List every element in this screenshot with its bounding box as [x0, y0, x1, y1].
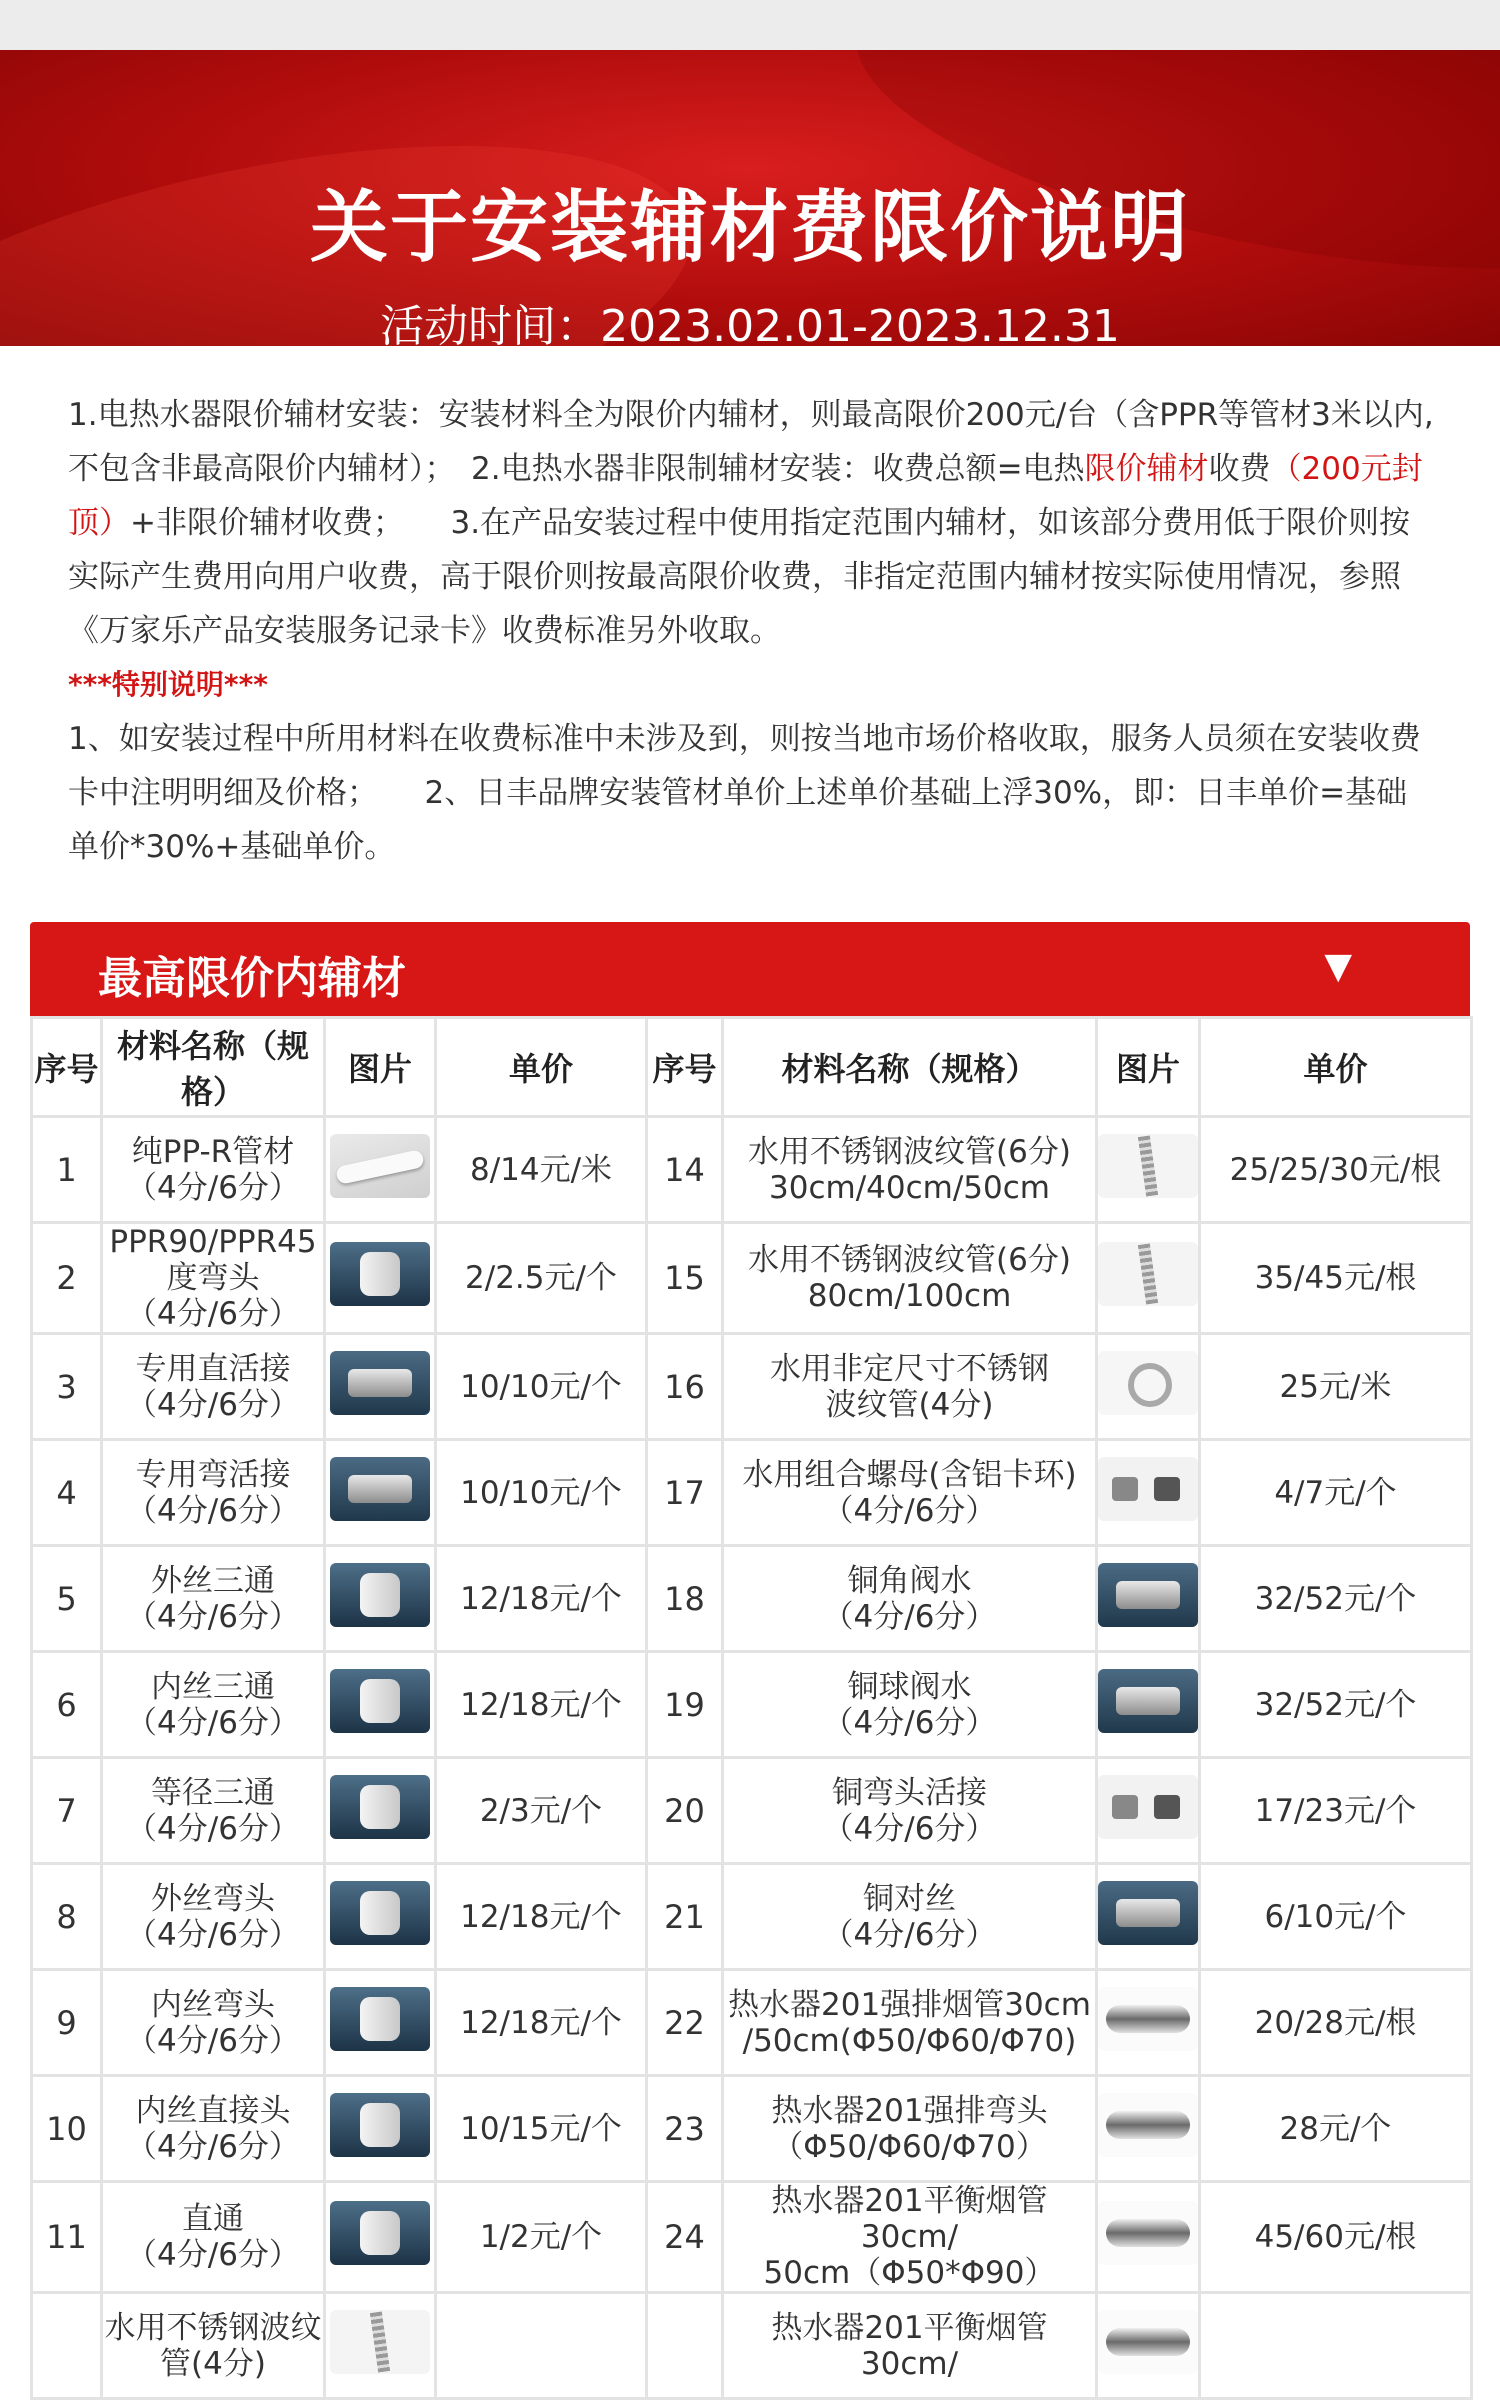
- materials-price-table: [30, 1016, 1473, 2400]
- material-name-cell: [723, 1546, 1097, 1652]
- material-spec: /50cm(Φ50/Φ60/Φ70): [742, 2022, 1077, 2059]
- fit-icon: [330, 1242, 430, 1306]
- row-number: 15: [647, 1223, 723, 1334]
- material-spec: （4分/6分）: [126, 1386, 300, 1423]
- material-name-cell: [102, 2182, 325, 2293]
- table-row: [32, 2076, 1472, 2182]
- table-row: [32, 1652, 1472, 1758]
- note-text: 收费: [1208, 451, 1271, 487]
- table-header-row: [32, 1018, 1472, 1117]
- flue-icon: [1098, 2310, 1198, 2374]
- material-name: 热水器201强排烟管30cm: [728, 1986, 1091, 2023]
- unit-price: 1/2元/个: [436, 2182, 647, 2293]
- material-name: 水用不锈钢波纹管(6分): [748, 1242, 1071, 1278]
- table-row: [32, 1334, 1472, 1440]
- row-number: 18: [647, 1546, 723, 1652]
- material-name-cell: [723, 1652, 1097, 1758]
- row-number: 2: [32, 1223, 102, 1334]
- top-bar: [0, 0, 1500, 50]
- row-number: 8: [32, 1864, 102, 1970]
- material-spec: 50cm（Φ50*Φ90）: [763, 2255, 1056, 2291]
- material-image-cell: [325, 1758, 436, 1864]
- unit-price: 12/18元/个: [436, 1864, 647, 1970]
- unit-price: 12/18元/个: [436, 1652, 647, 1758]
- unit-price: 10/10元/个: [436, 1334, 647, 1440]
- nut-icon: [1098, 1775, 1198, 1839]
- material-spec: （4分/6分）: [822, 1810, 997, 1847]
- material-name-cell: [723, 1970, 1097, 2076]
- material-name-cell: [102, 1334, 325, 1440]
- material-spec: （4分/6分）: [822, 1598, 997, 1635]
- material-spec: （4分/6分）: [126, 2237, 300, 2273]
- material-image-cell: [325, 2293, 436, 2399]
- row-number: 6: [32, 1652, 102, 1758]
- unit-price: 2/2.5元/个: [436, 1223, 647, 1334]
- material-spec: （4分/6分）: [126, 1296, 300, 1332]
- material-image-cell: [1097, 1970, 1200, 2076]
- material-image-cell: [1097, 2076, 1200, 2182]
- material-spec: （4分/6分）: [822, 1916, 997, 1953]
- material-spec: 80cm/100cm: [807, 1278, 1012, 1314]
- metal-icon: [1098, 1881, 1198, 1945]
- row-number: 20: [647, 1758, 723, 1864]
- table-row: [32, 1864, 1472, 1970]
- material-image-cell: [325, 2076, 436, 2182]
- material-spec: （4分/6分）: [126, 1492, 300, 1529]
- row-number: 3: [32, 1334, 102, 1440]
- row-number: 21: [647, 1864, 723, 1970]
- note-highlight: 限价辅材: [1084, 451, 1209, 487]
- special-notice-label: ***特别说明***: [68, 668, 268, 701]
- row-number: 11: [32, 2182, 102, 2293]
- material-spec: （4分/6分）: [126, 1810, 300, 1847]
- metal-icon: [330, 1457, 430, 1521]
- row-number: 1: [32, 1117, 102, 1223]
- material-name: 外丝三通: [151, 1562, 275, 1599]
- material-image-cell: [1097, 1334, 1200, 1440]
- nut-icon: [1098, 1457, 1198, 1521]
- activity-period: 活动时间：2023.02.01-2023.12.31: [380, 301, 1120, 346]
- row-number: 9: [32, 1970, 102, 2076]
- material-name: 内丝三通: [151, 1668, 275, 1705]
- material-image-cell: [1097, 1223, 1200, 1334]
- note-paragraph-2: 1、如安装过程中所用材料在收费标准中未涉及到，则按当地市场价格收取，服务人员须在安装收费卡中注明明细及价格； 2、日丰品牌安装管材单价上述单价基础上浮30%，即：日丰单价=基础单价*30%+基础单价。: [68, 721, 1421, 865]
- unit-price: 6/10元/个: [1200, 1864, 1472, 1970]
- material-image-cell: [1097, 1440, 1200, 1546]
- row-number: [647, 2293, 723, 2399]
- column-header: 序号: [647, 1018, 723, 1117]
- table-row: [32, 1546, 1472, 1652]
- material-name-cell: [723, 1223, 1097, 1334]
- notes-section: [0, 346, 1500, 874]
- row-number: 22: [647, 1970, 723, 2076]
- material-name: 水用不锈钢波纹管(6分): [748, 1133, 1071, 1170]
- unit-price: 35/45元/根: [1200, 1223, 1472, 1334]
- material-name-cell: [723, 1334, 1097, 1440]
- pipe-icon: [330, 1134, 430, 1198]
- unit-price: 32/52元/个: [1200, 1546, 1472, 1652]
- material-name-cell: [102, 1546, 325, 1652]
- material-name-cell: [102, 1970, 325, 2076]
- metal-icon: [330, 1351, 430, 1415]
- material-image-cell: [1097, 2293, 1200, 2399]
- column-header: 序号: [32, 1018, 102, 1117]
- material-spec: （4分/6分）: [126, 2022, 300, 2059]
- note-text: +非限价辅材收费； 3.在产品安装过程中使用指定范围内辅材，如该部分费用低于限价则按实际产生费用向用户收费，高于限价则按最高限价收费，非指定范围内辅材按实际使用情况，参照《万家乐产品安装服务记录卡》收费标准另外收取。: [68, 505, 1411, 649]
- material-spec: （4分/6分）: [126, 1704, 300, 1741]
- ring-icon: [1098, 1351, 1198, 1415]
- table-row: [32, 1970, 1472, 2076]
- unit-price: 12/18元/个: [436, 1546, 647, 1652]
- material-name: 热水器201强排弯头: [771, 2092, 1048, 2129]
- material-image-cell: [1097, 1546, 1200, 1652]
- material-name: 铜弯头活接: [832, 1774, 987, 1811]
- material-image-cell: [325, 1546, 436, 1652]
- material-name: PPR90/PPR45度弯头: [109, 1224, 317, 1296]
- row-number: 5: [32, 1546, 102, 1652]
- metal-icon: [1098, 1563, 1198, 1627]
- material-name: 铜角阀水: [847, 1562, 972, 1599]
- material-name: 外丝弯头: [151, 1880, 275, 1917]
- material-spec: （4分/6分）: [126, 1169, 300, 1206]
- unit-price: 10/15元/个: [436, 2076, 647, 2182]
- unit-price: 28元/个: [1200, 2076, 1472, 2182]
- material-name-cell: [723, 1117, 1097, 1223]
- material-name: 铜对丝: [863, 1880, 956, 1917]
- material-name-cell: [723, 2293, 1097, 2399]
- unit-price: 25元/米: [1200, 1334, 1472, 1440]
- unit-price: 45/60元/根: [1200, 2182, 1472, 2293]
- material-name-cell: [102, 1758, 325, 1864]
- table-row: [32, 1758, 1472, 1864]
- material-image-cell: [325, 1334, 436, 1440]
- row-number: 10: [32, 2076, 102, 2182]
- material-spec: （Φ50/Φ60/Φ70）: [772, 2128, 1047, 2165]
- fit-icon: [330, 1563, 430, 1627]
- material-name-cell: [723, 2076, 1097, 2182]
- material-name: 内丝弯头: [151, 1986, 275, 2023]
- material-spec: 波纹管(4分): [825, 1386, 994, 1423]
- material-name: 纯PP-R管材: [131, 1133, 295, 1170]
- hose-icon: [1098, 1134, 1198, 1198]
- unit-price: [436, 2293, 647, 2399]
- material-name: 水用组合螺母(含铝卡环): [742, 1456, 1077, 1493]
- row-number: 16: [647, 1334, 723, 1440]
- material-image-cell: [1097, 1864, 1200, 1970]
- row-number: 23: [647, 2076, 723, 2182]
- fit-icon: [330, 2201, 430, 2265]
- material-spec: （4分/6分）: [126, 1916, 300, 1953]
- material-name: 等径三通: [151, 1774, 275, 1811]
- table-row: [32, 2182, 1472, 2293]
- material-name: 热水器201平衡烟管30cm/: [771, 2183, 1048, 2255]
- row-number: [32, 2293, 102, 2399]
- metal-icon: [1098, 1669, 1198, 1733]
- material-image-cell: [325, 1970, 436, 2076]
- material-name-cell: [102, 1864, 325, 1970]
- row-number: 14: [647, 1117, 723, 1223]
- material-name-cell: [102, 1117, 325, 1223]
- header-banner: [0, 50, 1500, 346]
- column-header: 材料名称（规格）: [723, 1018, 1097, 1117]
- unit-price: 17/23元/个: [1200, 1758, 1472, 1864]
- fit-icon: [330, 1987, 430, 2051]
- material-image-cell: [325, 1117, 436, 1223]
- unit-price: 4/7元/个: [1200, 1440, 1472, 1546]
- table-row: [32, 1440, 1472, 1546]
- material-name-cell: [723, 1440, 1097, 1546]
- material-spec: （4分/6分）: [822, 1704, 997, 1741]
- unit-price: 2/3元/个: [436, 1758, 647, 1864]
- chevron-down-icon[interactable]: ▼: [1324, 946, 1352, 987]
- column-header: 单价: [1200, 1018, 1472, 1117]
- material-name-cell: [102, 1652, 325, 1758]
- material-spec: （4分/6分）: [126, 1598, 300, 1635]
- column-header: 图片: [1097, 1018, 1200, 1117]
- row-number: 4: [32, 1440, 102, 1546]
- page-title: 关于安装辅材费限价说明: [309, 183, 1190, 273]
- material-name-cell: [102, 2293, 325, 2399]
- table-row: [32, 1223, 1472, 1334]
- material-image-cell: [325, 1864, 436, 1970]
- unit-price: 25/25/30元/根: [1200, 1117, 1472, 1223]
- unit-price: [1200, 2293, 1472, 2399]
- material-image-cell: [325, 1440, 436, 1546]
- flue-icon: [1098, 2201, 1198, 2265]
- fit-icon: [330, 2093, 430, 2157]
- material-name: 直通: [182, 2201, 244, 2237]
- hose-icon: [330, 2310, 430, 2374]
- material-spec: （4分/6分）: [126, 2128, 300, 2165]
- material-image-cell: [325, 1223, 436, 1334]
- material-name-cell: [102, 1223, 325, 1334]
- material-name: 水用非定尺寸不锈钢: [770, 1350, 1049, 1387]
- unit-price: 10/10元/个: [436, 1440, 647, 1546]
- note-text: 1.电热水器限价辅材安装：安装材料全为限价内辅材，则最高限价200元/台（含PPR等管材3米以内,不包含非最高限价内辅材）； 2.电热水器非限制辅材安装：收费总额=电热: [68, 397, 1434, 487]
- material-spec: （4分/6分）: [822, 1492, 997, 1529]
- material-name: 热水器201平衡烟管30cm/: [771, 2309, 1048, 2382]
- column-header: 材料名称（规格）: [102, 1018, 325, 1117]
- material-image-cell: [325, 1652, 436, 1758]
- column-header: 图片: [325, 1018, 436, 1117]
- hose-icon: [1098, 1242, 1198, 1306]
- material-name: 内丝直接头: [135, 2092, 291, 2129]
- row-number: 24: [647, 2182, 723, 2293]
- fit-icon: [330, 1881, 430, 1945]
- section-header[interactable]: [30, 922, 1470, 1016]
- note-paragraph-1: [68, 388, 1434, 658]
- material-name: 专用弯活接: [135, 1456, 291, 1493]
- flue-icon: [1098, 2093, 1198, 2157]
- material-image-cell: [1097, 1117, 1200, 1223]
- material-image-cell: [1097, 1758, 1200, 1864]
- unit-price: 8/14元/米: [436, 1117, 647, 1223]
- fit-icon: [330, 1775, 430, 1839]
- row-number: 17: [647, 1440, 723, 1546]
- material-image-cell: [1097, 1652, 1200, 1758]
- section-title: 最高限价内辅材: [98, 953, 406, 1004]
- material-name-cell: [723, 1758, 1097, 1864]
- material-name-cell: [723, 1864, 1097, 1970]
- unit-price: 20/28元/根: [1200, 1970, 1472, 2076]
- material-name-cell: [102, 2076, 325, 2182]
- material-name: 水用不锈钢波纹管(4分): [104, 2309, 322, 2382]
- column-header: 单价: [436, 1018, 647, 1117]
- unit-price: 32/52元/个: [1200, 1652, 1472, 1758]
- material-name: 专用直活接: [135, 1350, 291, 1387]
- table-row: [32, 2293, 1472, 2399]
- material-name: 铜球阀水: [847, 1668, 972, 1705]
- table-row: [32, 1117, 1472, 1223]
- material-spec: 30cm/40cm/50cm: [769, 1169, 1050, 1206]
- row-number: 7: [32, 1758, 102, 1864]
- material-name-cell: [102, 1440, 325, 1546]
- material-image-cell: [325, 2182, 436, 2293]
- note-highlight: （200元封顶）: [68, 451, 1423, 541]
- unit-price: 12/18元/个: [436, 1970, 647, 2076]
- fit-icon: [330, 1669, 430, 1733]
- material-image-cell: [1097, 2182, 1200, 2293]
- flue-icon: [1098, 1987, 1198, 2051]
- material-name-cell: [723, 2182, 1097, 2293]
- row-number: 19: [647, 1652, 723, 1758]
